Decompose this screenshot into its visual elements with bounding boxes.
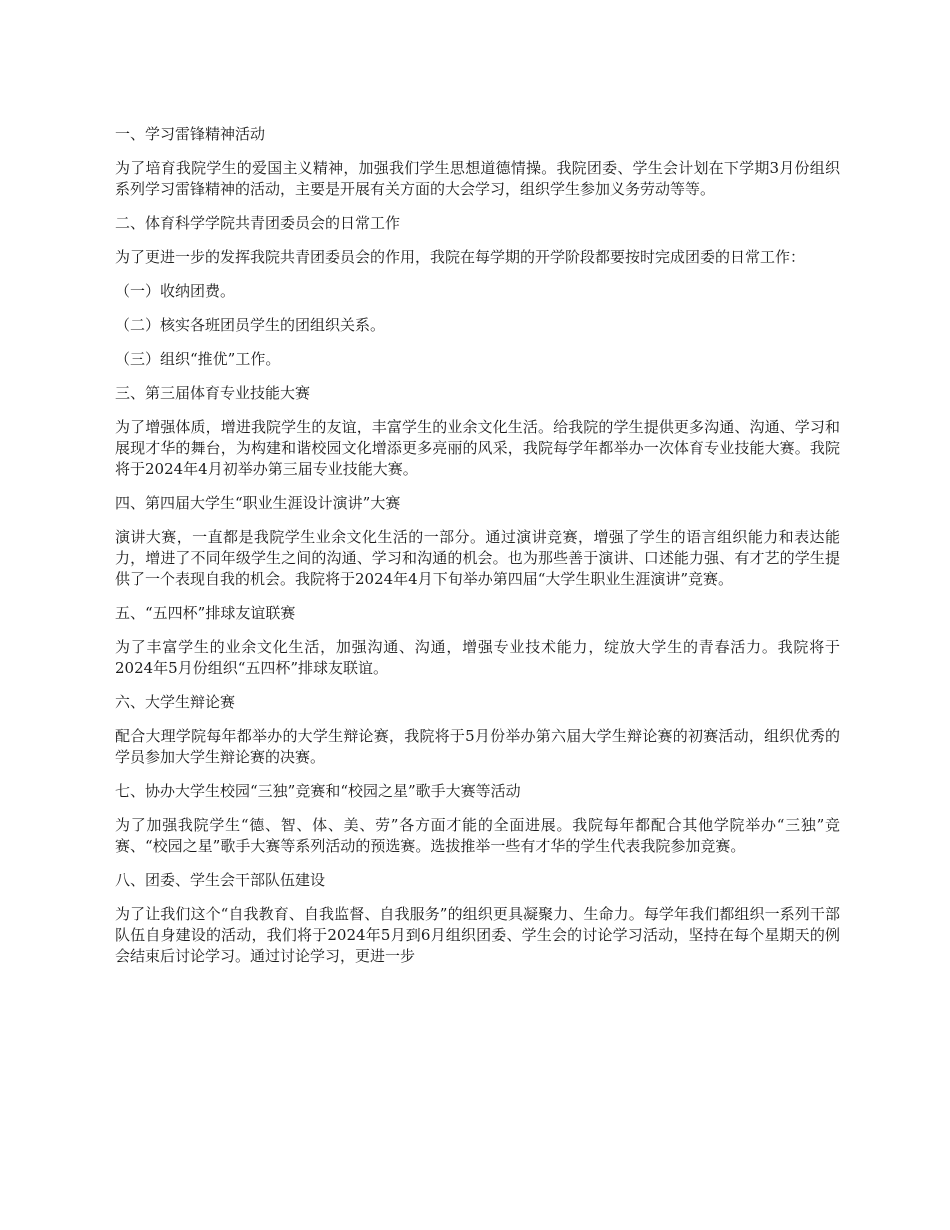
list-item: （三）组织“推优”工作。	[115, 350, 281, 368]
section-paragraph: 配合大理学院每年都举办的大学生辩论赛，我院将于5月份举办第六届大学生辩论赛的初赛活动，组织优秀的学员参加大学生辩论赛的决赛。	[115, 727, 840, 766]
section-heading: 六、大学生辩论赛	[115, 693, 236, 711]
list-item: （二）核实各班团员学生的团组织关系。	[115, 316, 386, 334]
document-body	[115, 124, 840, 980]
section-heading: 一、学习雷锋精神活动	[115, 125, 266, 143]
list-item: （一）收纳团费。	[115, 282, 236, 300]
section-heading: 二、体育科学学院共青团委员会的日常工作	[115, 214, 401, 232]
section-heading: 七、协办大学生校园“三独”竞赛和“校园之星”歌手大赛等活动	[115, 782, 521, 800]
section-heading: 五、“五四杯”排球友谊联赛	[115, 604, 296, 622]
section-6	[115, 692, 840, 768]
section-1	[115, 124, 840, 200]
section-4	[115, 493, 840, 590]
section-paragraph: 演讲大赛，一直都是我院学生业余文化生活的一部分。通过演讲竞赛，增强了学生的语言组织能力和表达能力，增进了不同年级学生之间的沟通、学习和沟通的机会。也为那些善于演讲、口述能力强、有才艺的学生提供了一个表现自我的机会。我院将于2024年4月下旬举办第四届“大学生职业生涯演讲”竞赛。	[115, 528, 840, 588]
section-2	[115, 213, 840, 370]
section-heading: 三、第三届体育专业技能大赛	[115, 384, 311, 402]
section-paragraph: 为了丰富学生的业余文化生活，加强沟通、沟通，增强专业技术能力，绽放大学生的青春活力。我院将于2024年5月份组织“五四杯”排球友联谊。	[115, 638, 840, 677]
section-5	[115, 603, 840, 679]
section-paragraph: 为了增强体质，增进我院学生的友谊，丰富学生的业余文化生活。给我院的学生提供更多沟通、沟通、学习和展现才华的舞台，为构建和谐校园文化增添更多亮丽的风采，我院每学年都举办一次体育专业技能大赛。我院将于2024年4月初举办第三届专业技能大赛。	[115, 418, 840, 478]
section-heading: 四、第四届大学生“职业生涯设计演讲”大赛	[115, 494, 401, 512]
section-paragraph: 为了加强我院学生“德、智、体、美、劳”各方面才能的全面进展。我院每年都配合其他学院举办“三独”竞赛、“校园之星”歌手大赛等系列活动的预选赛。选拔推举一些有才华的学生代表我院参加竞赛。	[115, 816, 840, 855]
section-8	[115, 870, 840, 967]
section-paragraph: 为了更进一步的发挥我院共青团委员会的作用，我院在每学期的开学阶段都要按时完成团委的日常工作：	[115, 248, 806, 266]
section-paragraph: 为了让我们这个“自我教育、自我监督、自我服务”的组织更具凝聚力、生命力。每学年我们都组织一系列干部队伍自身建设的活动，我们将于2024年5月到6月组织团委、学生会的讨论学习活动，坚持在每个星期天的例会结束后讨论学习。通过讨论学习，更进一步	[115, 905, 840, 965]
section-7	[115, 781, 840, 857]
section-3	[115, 383, 840, 480]
section-paragraph: 为了培育我院学生的爱国主义精神，加强我们学生思想道德情操。我院团委、学生会计划在下学期3月份组织系列学习雷锋精神的活动，主要是开展有关方面的大会学习，组织学生参加义务劳动等等。	[115, 159, 840, 198]
section-heading: 八、团委、学生会干部队伍建设	[115, 871, 326, 889]
